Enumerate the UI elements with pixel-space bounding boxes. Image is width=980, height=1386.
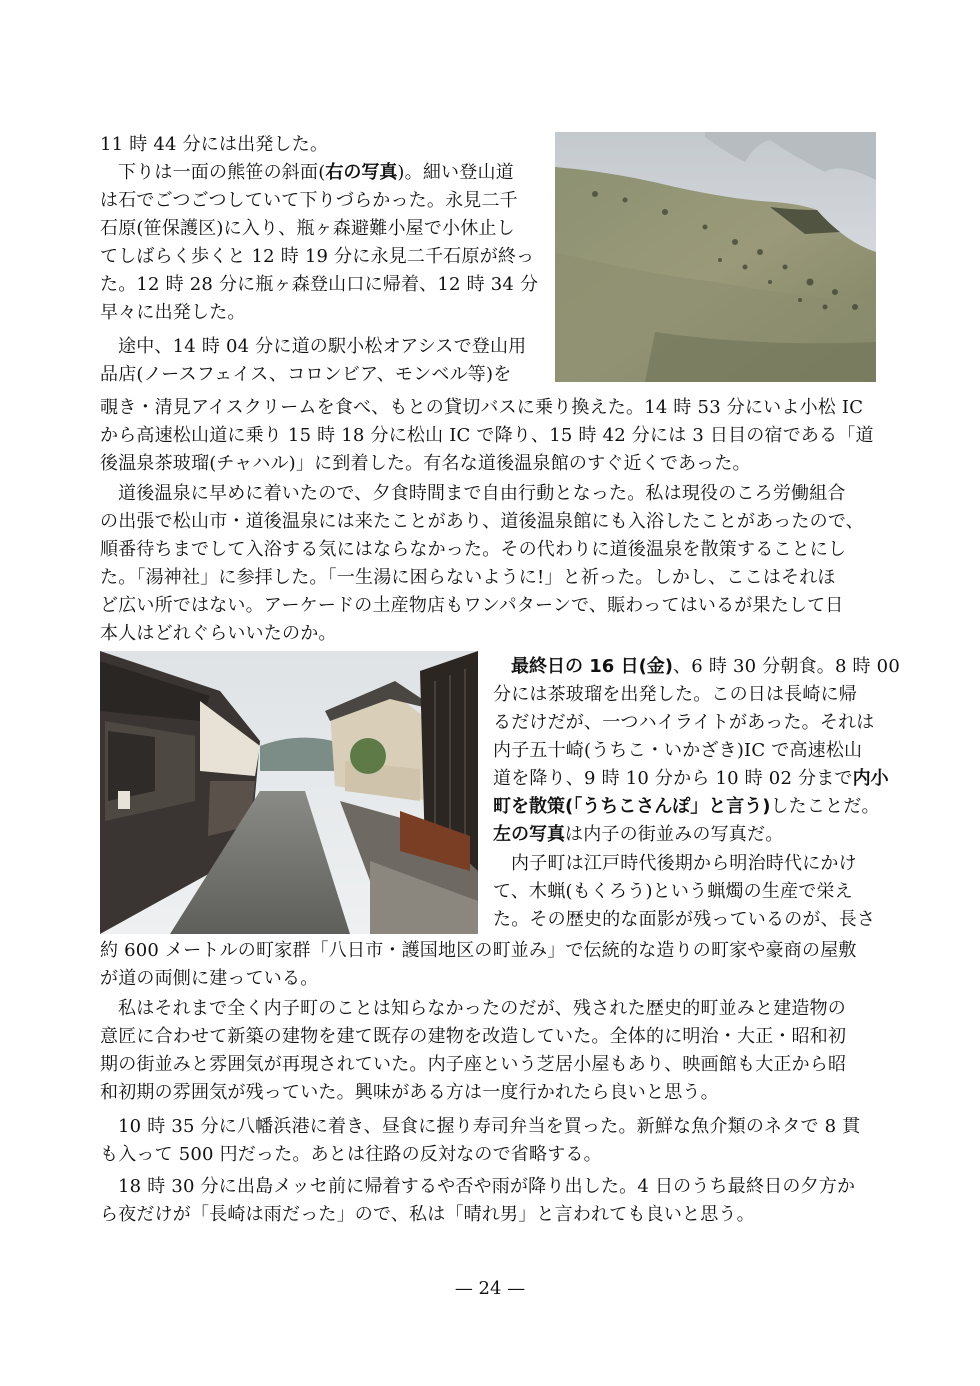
text-line: 道後温泉に早めに着いたので、夕食時間まで自由行動となった。私は現役のころ労働組合 [118, 483, 846, 504]
text-line: 10 時 35 分に八幡浜港に着き、昼食に握り寿司弁当を買った。新鮮な魚介類のネタで 8 貫 [118, 1116, 861, 1137]
emphasis-text: 町を散策(「うちこさんぽ」と言う) [493, 796, 771, 817]
text-run: 、6 時 30 分朝食。8 時 00 [673, 656, 900, 677]
street-photo-image [100, 651, 478, 934]
text-line [493, 793, 880, 821]
uchiko-street-photo [100, 651, 478, 934]
text-line: 18 時 30 分に出島メッセ前に帰着するや否や雨が降り出した。4 日のうち最終日の夕方か [118, 1176, 856, 1197]
text-line: て、木蝋(もくろう)という蝋燭の生産で栄え [493, 881, 853, 902]
text-line [493, 821, 783, 849]
text-line: 内子町は江戸時代後期から明治時代にかけ [511, 853, 857, 874]
text-line: 覗き・清見アイスクリームを食べ、もとの貸切バスに乗り換えた。14 時 53 分にいよ小松 IC [100, 397, 864, 418]
text-line: から高速松山道に乗り 15 時 18 分に松山 IC で降り、15 時 42 分には 3 日目の宿である「道 [100, 425, 874, 446]
slope-photo-image [555, 132, 876, 382]
text-line: 後温泉茶玻瑠(チャハル)」に到着した。有名な道後温泉館のすぐ近くであった。 [100, 453, 751, 474]
text-line: 早々に出発した。 [100, 302, 246, 323]
text-line: てしばらく歩くと 12 時 19 分に永見二千石原が終っ [100, 246, 535, 267]
text-line: 本人はどれぐらいいたのか。 [100, 623, 337, 644]
text-line: は石でごつごつしていて下りづらかった。永見二千 [100, 190, 518, 211]
text-line: が道の両側に建っている。 [100, 968, 319, 989]
text-run: は内子の街並みの写真だ。 [565, 824, 784, 845]
text-line: 和初期の雰囲気が残っていた。興味がある方は一度行かれたら良いと思う。 [100, 1082, 719, 1103]
photo-reference-left: 左の写真 [493, 824, 565, 845]
text-line [493, 765, 889, 793]
text-line: 私はそれまで全く内子町のことは知らなかったのだが、残された歴史的町並みと建造物の [118, 998, 846, 1019]
text-line: 内子五十崎(うちこ・いかざき)IC で高速松山 [493, 740, 863, 761]
emphasis-text: 内小 [852, 768, 889, 789]
text-line: るだけだが、一つハイライトがあった。それは [493, 712, 875, 733]
bamboo-grass-slope-photo [555, 132, 876, 382]
text-run: したことだ。 [770, 796, 880, 817]
text-line: も入って 500 円だった。あとは往路の反対なので省略する。 [100, 1144, 602, 1165]
text-line: た。「湯神社」に参拝した。「一生湯に困らないように!」と祈った。しかし、ここはそれほ [100, 567, 836, 588]
text-line: 順番待ちまでして入浴する気にはならなかった。その代わりに道後温泉を散策することにし [100, 539, 847, 560]
text-line: 途中、14 時 04 分に道の駅小松オアシスで登山用 [118, 336, 527, 357]
text-run: )。細い登山道 [397, 162, 514, 183]
text-line: た。その歴史的な面影が残っているのが、長さ [493, 909, 876, 930]
text-line: の出張で松山市・道後温泉には来たことがあり、道後温泉館にも入浴したことがあったので、 [100, 511, 864, 532]
text-line: 期の街並みと雰囲気が再現されていた。内子座という芝居小屋もあり、映画館も大正から昭 [100, 1054, 847, 1075]
photo-reference-right: 右の写真 [325, 162, 398, 183]
text-line: た。12 時 28 分に瓶ヶ森登山口に帰着、12 時 34 分 [100, 274, 539, 295]
text-line: 意匠に合わせて新築の建物を建て既存の建物を改造していた。全体的に明治・大正・昭和初 [100, 1026, 847, 1047]
text-line [511, 653, 900, 681]
text-line: 品店(ノースフェイス、コロンビア、モンベル等)を [100, 364, 512, 385]
text-line: 石原(笹保護区)に入り、瓶ヶ森避難小屋で小休止し [100, 218, 515, 239]
text-run: 下りは一面の熊笹の斜面( [118, 162, 326, 183]
text-line [118, 159, 514, 187]
text-line: ど広い所ではない。アーケードの土産物店もワンパターンで、賑わってはいるが果たして日 [100, 595, 844, 616]
page-number: — 24 — [454, 1278, 526, 1299]
text-line: ら夜だけが「長崎は雨だった」ので、私は「晴れ男」と言われても良いと思う。 [100, 1204, 755, 1225]
text-line: 11 時 44 分には出発した。 [100, 134, 329, 155]
final-day-heading: 最終日の 16 日(金) [511, 656, 674, 677]
text-line: 分には茶玻瑠を出発した。この日は長崎に帰 [493, 684, 857, 705]
text-line: 約 600 メートルの町家群「八日市・護国地区の町並み」で伝統的な造りの町家や豪商の屋敷 [100, 940, 857, 961]
text-run: 道を降り、9 時 10 分から 10 時 02 分まで [493, 768, 853, 789]
